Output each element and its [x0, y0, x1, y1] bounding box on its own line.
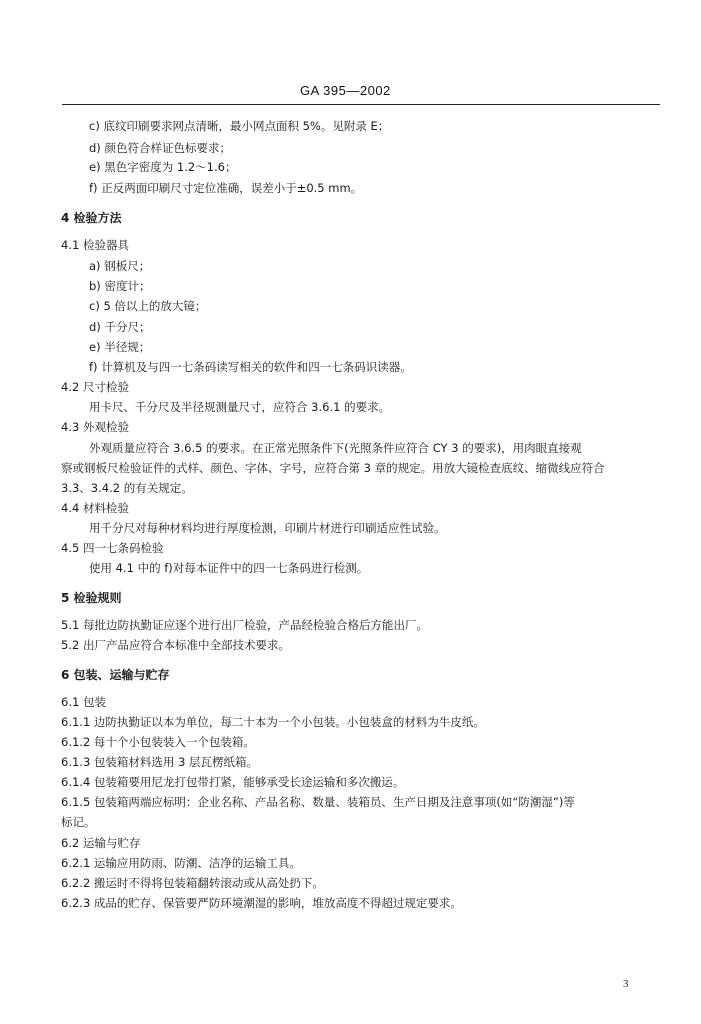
clause-6-1-2: 6.1.2 每十个小包装装入一个包装箱。: [61, 735, 255, 749]
clause-4-3-text-1: 外观质量应符合 3.6.5 的要求。在正常光照条件下(光照条件应符合 CY 3 的要求)，用肉眼直接观: [89, 441, 582, 455]
clause-4-4-heading: 4.4 材料检验: [61, 501, 129, 515]
clause-6-1-3: 6.1.3 包装箱材料选用 3 层瓦楞纸箱。: [61, 755, 259, 769]
clause-4-1-heading: 4.1 检验器具: [61, 238, 129, 252]
item-e-density: e) 黑色字密度为 1.2～1.6；: [89, 160, 237, 174]
clause-6-1-4: 6.1.4 包装箱要用尼龙打包带打紧，能够承受长途运输和多次搬运。: [61, 775, 405, 789]
header-rule: [62, 104, 660, 105]
clause-5-2: 5.2 出厂产品应符合本标准中全部技术要求。: [61, 638, 290, 652]
clause-6-2-3: 6.2.3 成品的贮存、保管要严防环境潮湿的影响，堆放高度不得超过规定要求。: [61, 896, 462, 910]
section-4-heading: 4 检验方法: [61, 211, 122, 225]
clause-4-2-heading: 4.2 尺寸检验: [61, 380, 129, 394]
clause-4-3-heading: 4.3 外观检验: [61, 420, 129, 434]
clause-6-1-5-line-1: 6.1.5 包装箱两端应标明：企业名称、产品名称、数量、装箱员、生产日期及注意事项(如“防潮湿”)等: [61, 795, 575, 809]
section-6-heading: 6 包装、运输与贮存: [61, 668, 170, 682]
clause-6-2-2: 6.2.2 搬运时不得将包装箱翻转滚动或从高处扔下。: [61, 876, 324, 890]
tool-d: d) 千分尺；: [89, 320, 151, 334]
clause-5-1: 5.1 每批边防执勤证应逐个进行出厂检验，产品经检验合格后方能出厂。: [61, 618, 428, 632]
clause-6-1-1: 6.1.1 边防执勤证以本为单位，每二十本为一个小包装。小包装盒的材料为牛皮纸。: [61, 715, 485, 729]
tool-b: b) 密度计；: [89, 279, 151, 293]
tool-f: f) 计算机及与四一七条码读写相关的软件和四一七条码识读器。: [89, 360, 412, 374]
item-c-halftone: c) 底纹印刷要求网点清晰，最小网点面积 5%。见附录 E；: [89, 119, 390, 133]
clause-6-2-1: 6.2.1 运输应用防雨、防潮、洁净的运输工具。: [61, 856, 301, 870]
clause-6-1-heading: 6.1 包装: [61, 695, 106, 709]
clause-4-3-text-3: 3.3、3.4.2 的有关规定。: [61, 481, 193, 495]
clause-4-3-text-2: 察或钢板尺检验证件的式样、颜色、字体、字号，应符合第 3 章的规定。用放大镜检查底纹、缩微线应符合: [61, 461, 605, 475]
tool-c: c) 5 倍以上的放大镜；: [89, 299, 207, 313]
page-number: 3: [623, 978, 629, 990]
clause-6-2-heading: 6.2 运输与贮存: [61, 836, 141, 850]
clause-6-1-5-line-2: 标记。: [61, 815, 96, 829]
clause-4-5-heading: 4.5 四一七条码检验: [61, 541, 164, 555]
standard-header: GA 395—2002: [300, 83, 391, 98]
item-f-registration: f) 正反两面印刷尺寸定位准确，误差小于±0.5 mm。: [89, 181, 363, 195]
section-5-heading: 5 检验规则: [61, 591, 122, 605]
tool-a: a) 钢板尺；: [89, 259, 151, 273]
clause-4-5-text: 使用 4.1 中的 f)对每本证件中的四一七条码进行检测。: [89, 561, 369, 575]
item-d-color: d) 颜色符合样证色标要求；: [89, 141, 231, 155]
clause-4-2-text: 用卡尺、千分尺及半径规测量尺寸，应符合 3.6.1 的要求。: [89, 400, 391, 414]
clause-4-4-text: 用千分尺对每种材料均进行厚度检测，印刷片材进行印刷适应性试验。: [89, 521, 446, 535]
tool-e: e) 半径规；: [89, 340, 151, 354]
